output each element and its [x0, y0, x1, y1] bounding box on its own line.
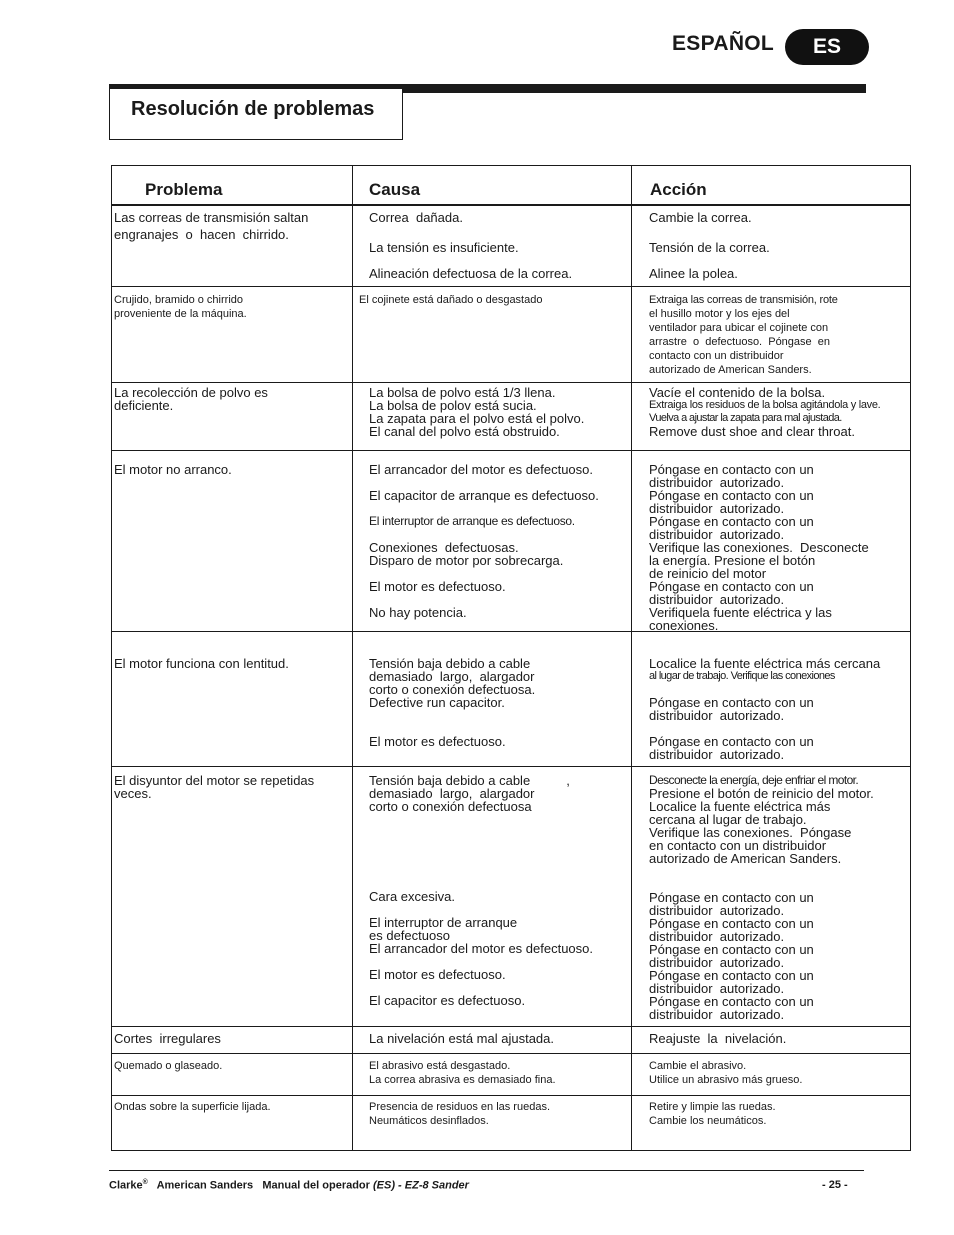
cause-cell	[369, 1032, 634, 1045]
row-divider	[111, 450, 911, 451]
action-cell	[649, 386, 911, 438]
section-title: Resolución de problemas	[131, 98, 375, 120]
action-text: Extraiga los residuos de la bolsa agitándola y lave.	[649, 399, 881, 411]
action-text: Tensión de la correa.	[649, 240, 770, 255]
cause-cell	[369, 1100, 634, 1128]
action-text: distribuidor autorizado.	[649, 592, 785, 607]
problem-cell	[114, 657, 349, 670]
action-cell	[649, 657, 911, 761]
column-header-problem: Problema	[145, 180, 223, 199]
cause-text: Conexiones defectuosas.	[369, 540, 519, 555]
action-text: Póngase en contacto con un	[649, 994, 814, 1009]
footer-company: American Sanders	[156, 1179, 254, 1192]
cause-cell	[369, 463, 634, 619]
problem-cell	[114, 211, 349, 241]
problem-cell	[114, 463, 349, 476]
footer-brand: Clarke	[109, 1179, 143, 1192]
cause-text: El capacitor es defectuoso.	[369, 993, 526, 1008]
problem-cell	[114, 1032, 349, 1045]
problem-text: Crujido, bramido o chirrido	[114, 294, 243, 306]
action-text: de reinicio del motor	[649, 566, 767, 581]
cause-text: Tensión baja debido a cable	[369, 656, 531, 671]
cause-text: El motor es defectuoso.	[369, 967, 506, 982]
action-text: contacto con un distribuidor	[649, 350, 784, 362]
cause-text: El motor es defectuoso.	[369, 579, 506, 594]
problem-cell	[114, 774, 349, 800]
row-divider	[111, 1095, 911, 1096]
action-text: distribuidor autorizado.	[649, 475, 785, 490]
action-cell	[649, 293, 911, 377]
action-text: Vacíe el contenido de la bolsa.	[649, 385, 826, 400]
action-text: cercana al lugar de trabajo.	[649, 812, 807, 827]
cause-cell	[369, 1059, 634, 1087]
action-text: autorizado de American Sanders.	[649, 851, 842, 866]
cause-text: es defectuoso	[369, 928, 450, 943]
cause-text: Disparo de motor por sobrecarga.	[369, 553, 564, 568]
action-text: distribuidor autorizado.	[649, 929, 785, 944]
problem-text: Quemado o glaseado.	[114, 1060, 223, 1072]
page-number: - 25 -	[822, 1179, 848, 1191]
cause-text: Cara excesiva.	[369, 889, 455, 904]
cause-text: El abrasivo está desgastado.	[369, 1060, 511, 1072]
problem-cell	[114, 1059, 349, 1073]
action-text: Vuelva a ajustar la zapata para mal ajustada.	[649, 412, 842, 424]
problem-text: El motor no arranco.	[114, 462, 232, 477]
action-text: Extraiga las correas de transmisión, rote	[649, 294, 838, 306]
problem-cell	[114, 386, 349, 412]
problem-text: Las correas de transmisión saltan	[114, 210, 309, 225]
action-text: distribuidor autorizado.	[649, 1007, 785, 1022]
action-text: Presione el botón de reinicio del motor.	[649, 786, 874, 801]
action-text: Póngase en contacto con un	[649, 734, 814, 749]
action-text: al lugar de trabajo. Verifique las conexiones	[649, 670, 835, 682]
cause-text: La correa abrasiva es demasiado fina.	[369, 1074, 556, 1086]
action-text: Reajuste la nivelación.	[649, 1031, 787, 1046]
action-text: Póngase en contacto con un	[649, 942, 814, 957]
row-divider	[111, 382, 911, 383]
cause-cell	[369, 211, 634, 280]
cause-text: Presencia de residuos en las ruedas.	[369, 1101, 550, 1113]
cause-text: corto o conexión defectuosa.	[369, 682, 536, 697]
problem-text: veces.	[114, 786, 152, 801]
row-divider	[111, 766, 911, 767]
action-text: distribuidor autorizado.	[649, 903, 785, 918]
problem-text: La recolección de polvo es	[114, 385, 268, 400]
action-text: Cambie los neumáticos.	[649, 1115, 767, 1127]
action-text: ventilador para ubicar el cojinete con	[649, 322, 829, 334]
action-text: Verifique las conexiones. Póngase	[649, 825, 852, 840]
action-text: Desconecte la energía, deje enfriar el motor.	[649, 773, 859, 787]
action-text: Póngase en contacto con un	[649, 890, 814, 905]
action-text: Localice la fuente eléctrica más	[649, 799, 831, 814]
cause-text: Defective run capacitor.	[369, 695, 505, 710]
footer	[109, 1179, 469, 1192]
action-text: Póngase en contacto con un	[649, 514, 814, 529]
row-divider	[111, 1053, 911, 1054]
action-text: Póngase en contacto con un	[649, 695, 814, 710]
cause-text: El motor es defectuoso.	[369, 734, 506, 749]
cause-text: Neumáticos desinflados.	[369, 1115, 489, 1127]
cause-text: El capacitor de arranque es defectuoso.	[369, 488, 599, 503]
action-cell	[649, 463, 911, 632]
action-text: Remove dust shoe and clear throat.	[649, 424, 855, 439]
column-header-action: Acción	[650, 180, 707, 199]
action-text: el husillo motor y los ejes del	[649, 308, 790, 320]
action-text: Póngase en contacto con un	[649, 488, 814, 503]
cause-text: El interruptor de arranque	[369, 915, 518, 930]
action-cell	[649, 1032, 911, 1045]
header-divider	[111, 204, 911, 206]
action-text: Verifique las conexiones. Desconecte	[649, 540, 869, 555]
action-text: Cambie la correa.	[649, 210, 752, 225]
action-text: en contacto con un distribuidor	[649, 838, 827, 853]
cause-text: La bolsa de polov está sucia.	[369, 398, 537, 413]
cause-text: Tensión baja debido a cable ,	[369, 773, 570, 788]
action-text: Verifiquela fuente eléctrica y las	[649, 605, 832, 620]
cause-cell	[359, 293, 624, 307]
action-cell	[649, 211, 911, 280]
cause-text: El canal del polvo está obstruido.	[369, 424, 560, 439]
cause-text: La zapata para el polvo está el polvo.	[369, 411, 585, 426]
cause-text: La nivelación está mal ajustada.	[369, 1031, 555, 1046]
cause-text: El arrancador del motor es defectuoso.	[369, 941, 594, 956]
language-label: ESPAÑOL	[672, 32, 775, 55]
problem-cell	[114, 1100, 349, 1114]
cause-text: demasiado largo, alargador	[369, 669, 535, 684]
action-text: distribuidor autorizado.	[649, 527, 785, 542]
cause-cell	[369, 774, 634, 1007]
column-header-cause: Causa	[369, 180, 421, 199]
problem-text: engranajes o hacen chirrido.	[114, 227, 289, 242]
action-text: la energía. Presione el botón	[649, 553, 816, 568]
problem-text: El disyuntor del motor se repetidas	[114, 773, 315, 788]
row-divider	[111, 286, 911, 287]
cause-cell	[369, 386, 634, 438]
cause-text: No hay potencia.	[369, 605, 467, 620]
footer-manual: Manual del operador	[262, 1179, 370, 1192]
action-cell	[649, 774, 911, 1021]
action-text: arrastre o defectuoso. Póngase en	[649, 336, 831, 348]
action-text: distribuidor autorizado.	[649, 981, 785, 996]
problem-text: Cortes irregulares	[114, 1031, 221, 1046]
column-divider	[352, 165, 353, 1151]
section-title-box	[109, 89, 403, 140]
problem-cell	[114, 293, 349, 321]
action-text: Retire y limpie las ruedas.	[649, 1101, 776, 1113]
row-divider	[111, 1026, 911, 1027]
footer-rule	[109, 1170, 864, 1171]
cause-text: El arrancador del motor es defectuoso.	[369, 462, 594, 477]
cause-text: El interruptor de arranque es defectuoso.	[369, 514, 575, 528]
action-text: Alinee la polea.	[649, 266, 738, 281]
action-text: autorizado de American Sanders.	[649, 364, 812, 376]
action-text: Póngase en contacto con un	[649, 462, 814, 477]
action-text: Póngase en contacto con un	[649, 916, 814, 931]
problem-text: Ondas sobre la superficie lijada.	[114, 1101, 271, 1113]
action-text: distribuidor autorizado.	[649, 708, 785, 723]
footer-edition: (ES) - EZ-8 Sander	[373, 1179, 469, 1192]
language-code-badge: ES	[785, 29, 869, 65]
action-cell	[649, 1100, 911, 1128]
action-text: Localice la fuente eléctrica más cercana	[649, 656, 881, 671]
action-text: distribuidor autorizado.	[649, 501, 785, 516]
action-text: Póngase en contacto con un	[649, 968, 814, 983]
cause-text: El cojinete está dañado o desgastado	[359, 294, 543, 306]
action-text: Póngase en contacto con un	[649, 579, 814, 594]
action-text: distribuidor autorizado.	[649, 955, 785, 970]
action-text: conexiones.	[649, 618, 719, 633]
cause-text: Correa dañada.	[369, 210, 463, 225]
registered-mark: ®	[142, 1179, 148, 1186]
cause-text: La bolsa de polvo está 1/3 llena.	[369, 385, 556, 400]
cause-cell	[369, 657, 634, 748]
problem-text: deficiente.	[114, 398, 174, 413]
cause-text: corto o conexión defectuosa	[369, 799, 532, 814]
action-text: Cambie el abrasivo.	[649, 1060, 747, 1072]
cause-text: Alineación defectuosa de la correa.	[369, 266, 573, 281]
problem-text: proveniente de la máquina.	[114, 308, 247, 320]
cause-text: La tensión es insuficiente.	[369, 240, 519, 255]
cause-text: demasiado largo, alargador	[369, 786, 535, 801]
action-text: Utilice un abrasivo más grueso.	[649, 1074, 803, 1086]
action-text: distribuidor autorizado.	[649, 747, 785, 762]
problem-text: El motor funciona con lentitud.	[114, 656, 289, 671]
action-cell	[649, 1059, 911, 1087]
